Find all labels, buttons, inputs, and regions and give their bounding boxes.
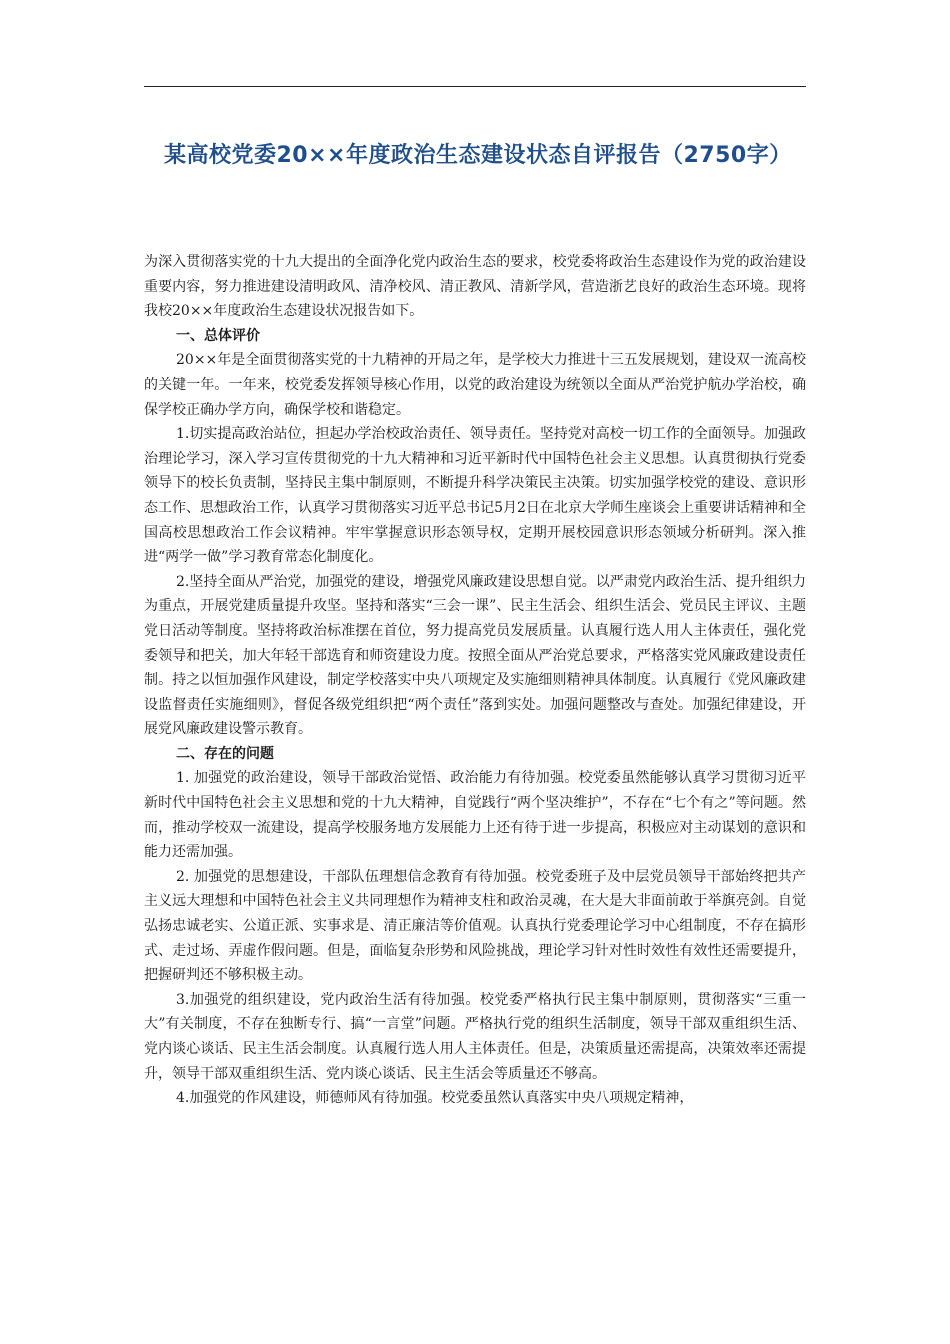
document-body bbox=[144, 250, 806, 1111]
intro-paragraph: 为深入贯彻落实党的十九大提出的全面净化党内政治生态的要求，校党委将政治生态建设作为党的政治建设重要内容，努力推进建设清明政风、清净校风、清正教风、清新学风，营造浙艺良好的政治生态环境。现将我校20××年度政治生态建设状况报告如下。 bbox=[144, 254, 806, 320]
body-paragraph: 1. 加强党的政治建设，领导干部政治觉悟、政治能力有待加强。校党委虽然能够认真学习贯彻习近平新时代中国特色社会主义思想和党的十九大精神，自觉践行“两个坚决维护”，不存在“七个有之”等问题。然而，推动学校双一流建设，提高学校服务地方发展能力上还有待于进一步提高，积极应对主动谋划的意识和能力还需加强。 bbox=[144, 770, 806, 861]
body-paragraph: 2.坚持全面从严治党，加强党的建设，增强党风廉政建设思想自觉。以严肃党内政治生活、提升组织力为重点，开展党建质量提升攻坚。坚持和落实“三会一课”、民主生活会、组织生活会、党员民主评议、主题党日活动等制度。坚持将政治标准摆在首位，努力提高党员发展质量。认真履行选人用人主体责任，强化党委领导和把关，加大年轻干部选育和师资建设力度。按照全面从严治党总要求，严格落实党风廉政建设责任制。持之以恒加强作风建设，制定学校落实中央八项规定及实施细则精神具体制度。认真履行《党风廉政建设监督责任实施细则》，督促各级党组织把“两个责任”落到实处。加强问题整改与查处。加强纪律建设，开展党风廉政建设警示教育。 bbox=[144, 573, 806, 738]
body-paragraph: 3.加强党的组织建设，党内政治生活有待加强。校党委严格执行民主集中制原则，贯彻落实“三重一大”有关制度，不存在独断专行、搞“一言堂”问题。严格执行党的组织生活制度，领导干部双重组织生活、党内谈心谈话、民主生活会制度。认真履行选人用人主体责任。但是，决策质量还需提高，决策效率还需提升，领导干部双重组织生活、党内谈心谈话、民主生活会等质量还不够高。 bbox=[144, 991, 806, 1082]
body-paragraph: 4.加强党的作风建设，师德师风有待加强。校党委虽然认真落实中央八项规定精神， bbox=[176, 1090, 694, 1107]
body-paragraph: 20××年是全面贯彻落实党的十九精神的开局之年，是学校大力推进十三五发展规划，建设双一流高校的关键一年。一年来，校党委发挥领导核心作用，以党的政治建设为统领以全面从严治党护航办学治校，确保学校正确办学方向，确保学校和谐稳定。 bbox=[144, 352, 806, 418]
body-paragraph: 2. 加强党的思想建设，干部队伍理想信念教育有待加强。校党委班子及中层党员领导干部始终把共产主义远大理想和中国特色社会主义共同理想作为精神支柱和政治灵魂，在大是大非面前敢于举旗亮剑。自觉弘扬忠诚老实、公道正派、实事求是、清正廉洁等价值观。认真执行党委理论学习中心组制度，不存在搞形式、走过场、弄虚作假问题。但是，面临复杂形势和风险挑战，理论学习针对性时效性有效性还需要提升，把握研判还不够积极主动。 bbox=[144, 868, 806, 984]
document-title: 某高校党委20××年度政治生态建设状态自评报告（2750字） bbox=[164, 143, 792, 168]
header-rule bbox=[144, 86, 806, 87]
section-heading-existing-problems: 二、存在的问题 bbox=[176, 745, 274, 762]
body-paragraph: 1.切实提高政治站位，担起办学治校政治责任、领导责任。坚持党对高校一切工作的全面领导。加强政治理论学习，深入学习宣传贯彻党的十九大精神和习近平新时代中国特色社会主义思想。认真贯彻执行党委领导下的校长负责制，坚持民主集中制原则，不断提升科学决策民主决策。切实加强学校党的建设、意识形态工作、思想政治工作，认真学习贯彻落实习近平总书记5月2日在北京大学师生座谈会上重要讲话精神和全国高校思想政治工作会议精神。牢牢掌握意识形态领导权，定期开展校园意识形态领域分析研判。深入推进“两学一做”学习教育常态化制度化。 bbox=[144, 426, 806, 566]
section-heading-overall-evaluation: 一、总体评价 bbox=[176, 327, 260, 344]
